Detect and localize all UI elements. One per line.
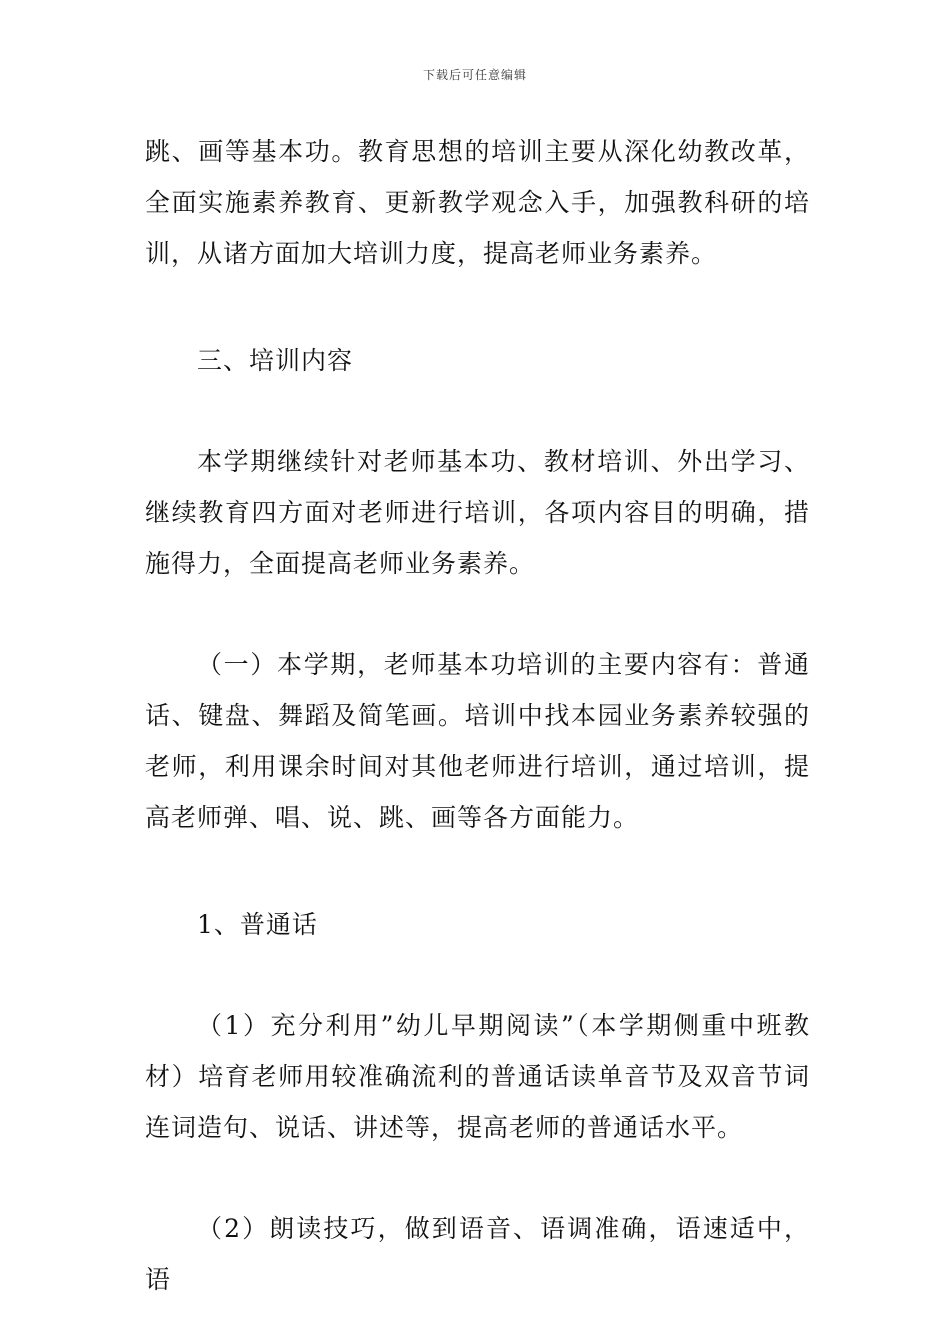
paragraph-continuation: 跳、画等基本功。教育思想的培训主要从深化幼教改革，全面实施素养教育、更新教学观念入手，加强教科研的培训，从诸方面加大培训力度，提高老师业务素养。 bbox=[145, 137, 810, 268]
paragraph-basic-skills: （一）本学期，老师基本功培训的主要内容有：普通话、键盘、舞蹈及简笔画。培训中找本园业务素养较强的老师，利用课余时间对其他老师进行培训，通过培训，提高老师弹、唱、说、跳、画等各方面能力。 bbox=[145, 650, 810, 832]
paragraph-mandarin-item-1: （1）充分利用”幼儿早期阅读”（本学期侧重中班教材）培育老师用较准确流利的普通话读单音节及双音节词连词造句、说话、讲述等，提高老师的普通话水平。 bbox=[145, 1011, 810, 1142]
paragraph-training-overview: 本学期继续针对老师基本功、教材培训、外出学习、继续教育四方面对老师进行培训，各项内容目的明确，措施得力，全面提高老师业务素养。 bbox=[145, 447, 810, 578]
document-body bbox=[145, 126, 810, 1305]
subheading-mandarin: 1、普通话 bbox=[197, 910, 318, 939]
paragraph-mandarin-item-2: （2）朗读技巧，做到语音、语调准确，语速适中，语 bbox=[145, 1214, 810, 1294]
page-header-note: 下载后可任意编辑 bbox=[422, 68, 527, 82]
section-heading-training-content: 三、培训内容 bbox=[197, 346, 354, 375]
